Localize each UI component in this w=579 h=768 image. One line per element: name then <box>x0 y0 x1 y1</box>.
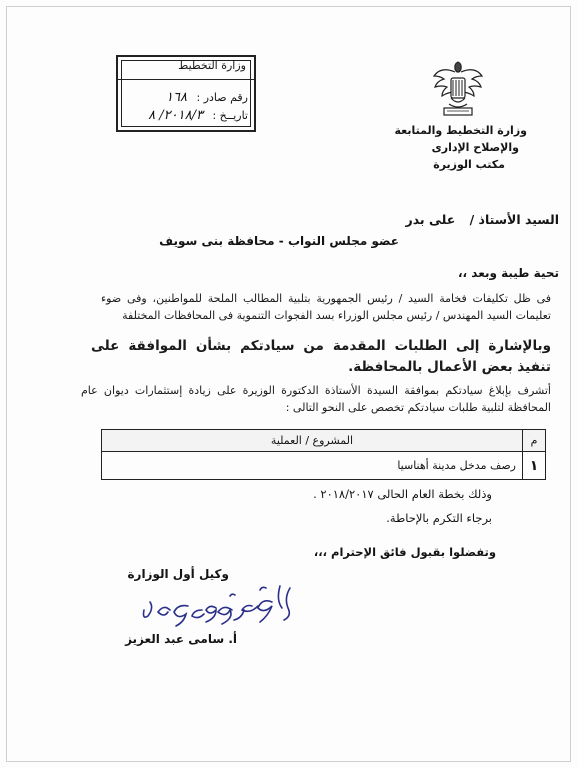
closing-line: وتفضلوا بقبول فائق الإحترام ،،، <box>313 545 496 559</box>
addressee-position: عضو مجلس النواب - محافظة بنى سويف <box>159 234 399 248</box>
paragraph-reference: وبالإشارة إلى الطلبات المقدمة من سيادتكم بشأن الموافقة على تنفيذ بعض الأعمال بالمحافظة. <box>91 338 551 375</box>
projects-table <box>101 429 546 480</box>
stamp-date-value: ٢٠١٨/٣/ ٨ <box>148 108 203 123</box>
table-header-row <box>102 430 546 452</box>
addressee-name: على بدر <box>405 212 456 227</box>
row-num: ١ <box>523 452 546 480</box>
request-note: برجاء التكرم بالإحاطة. <box>386 511 492 525</box>
stamp-ministry: وزارة التخطيط <box>178 59 246 72</box>
letterhead-office: مكتب الوزيرة <box>433 158 505 171</box>
stamp-divider <box>118 79 254 80</box>
signatory-name: أ. سامى عبد العزيز <box>125 632 237 646</box>
stamp-date-row <box>122 108 248 123</box>
eagle-emblem-icon <box>432 58 484 120</box>
plan-note: وذلك بخطة العام الحالى ٢٠١٨/٢٠١٧ . <box>313 487 492 501</box>
stamp-issue-row <box>122 90 248 105</box>
stamp-issue-label: رقم صادر : <box>196 91 248 104</box>
header-project: المشروع / العملية <box>102 430 523 452</box>
stamp-date-label: تاريــخ : <box>212 109 248 122</box>
paragraph-approval: أتشرف بإبلاغ سيادتكم بموافقة السيدة الأستاذة الدكتورة الوزيرة على زيادة إستثمارات ديوان عام المحافظة لتلبية طلبات سيادتكم تخصص على النحو التالى : <box>81 384 551 414</box>
stamp-issue-number: ١٦٨ <box>166 90 187 105</box>
header-num: م <box>523 430 546 452</box>
row-project: رصف مدخل مدينة أهناسيا <box>102 452 523 480</box>
letterhead-ministry: وزارة التخطيط والمتابعة <box>394 124 527 137</box>
outgoing-stamp <box>116 55 256 132</box>
handwritten-signature <box>140 580 300 630</box>
addressee <box>406 212 560 227</box>
table-row <box>102 452 546 480</box>
paragraph-instructions: فى ظل تكليفات فخامة السيد / رئيس الجمهورية بتلبية المطالب الملحة للمواطنين، وفى ضوء تعليمات السيد المهندس / رئيس مجلس الوزراء بسد الفجوات التنموية فى المحافظات المختلفة <box>101 292 551 322</box>
greeting: تحية طيبة وبعد ،، <box>457 266 559 280</box>
letterhead <box>357 122 527 173</box>
signatory-role: وكيل أول الوزارة <box>127 567 229 581</box>
addressee-title: السيد الأستاذ / <box>469 212 559 227</box>
letterhead-reform: والإصلاح الإدارى <box>431 141 519 154</box>
